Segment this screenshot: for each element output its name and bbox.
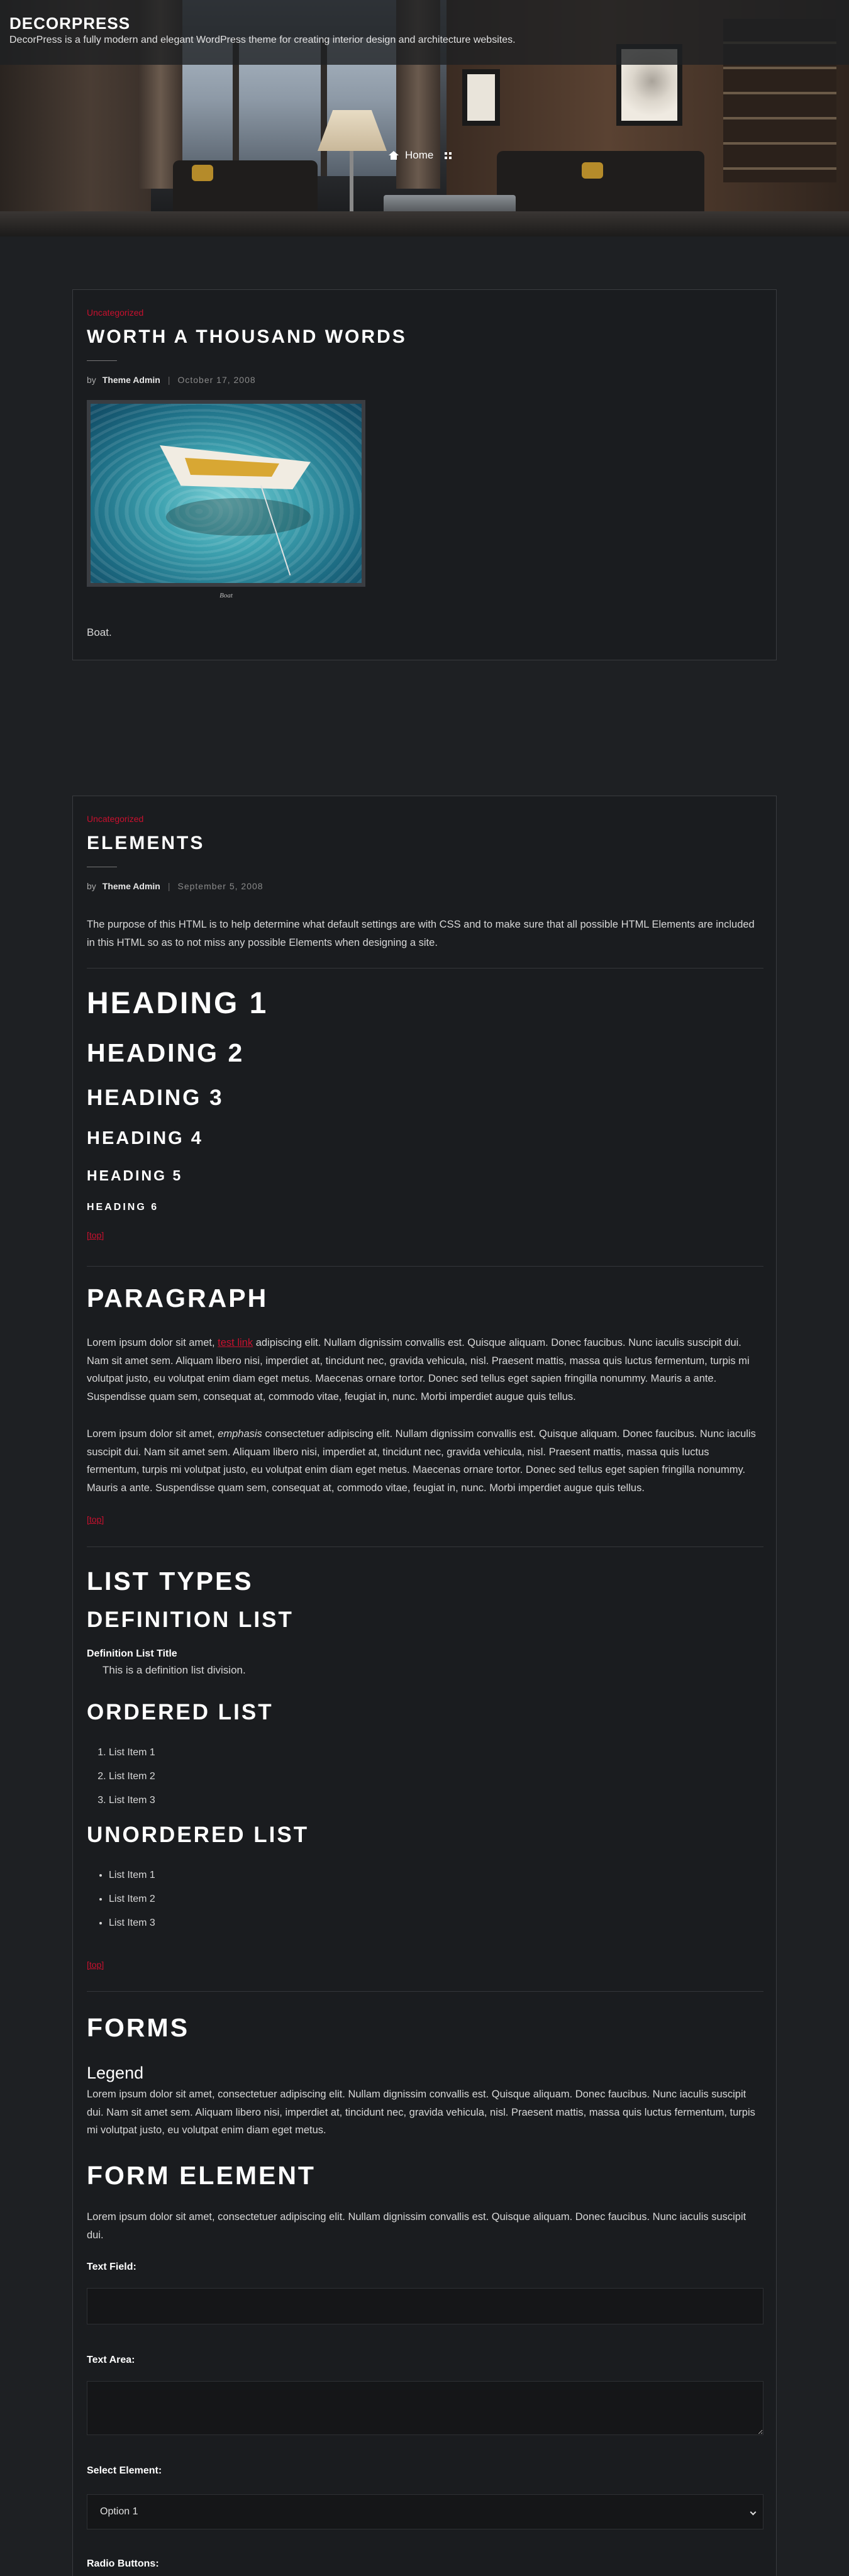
form-element-heading: FORM ELEMENT: [87, 2161, 316, 2190]
post-title[interactable]: WORTH A THOUSAND WORDS: [87, 326, 407, 347]
heading-1: HEADING 1: [87, 987, 269, 1020]
header-hero-image: [0, 0, 849, 236]
text-field-label: Text Field:: [87, 2262, 136, 2272]
image-caption: Boat: [219, 592, 233, 599]
title-divider: [87, 360, 117, 361]
post-figure: [87, 400, 365, 599]
paragraph-emphasis: emphasis: [218, 1428, 262, 1440]
top-link[interactable]: [top]: [87, 1514, 104, 1524]
section-divider: [87, 1546, 763, 1547]
intro-paragraph: The purpose of this HTML is to help determine what default settings are with CSS and to make sure that all possible HTML Elements are included in this HTML so as to not miss any possible Elements when designing a site.: [87, 919, 755, 948]
paragraph-1-start: Lorem ipsum dolor sit amet,: [87, 1337, 218, 1348]
menu-dots-icon[interactable]: [445, 152, 452, 159]
meta-by: by: [87, 881, 96, 891]
nav-home-link[interactable]: Home: [405, 149, 434, 161]
section-divider: [87, 1991, 763, 1992]
home-icon: [389, 151, 399, 160]
post-category-link[interactable]: Uncategorized: [87, 308, 144, 318]
list-item: • List Item 1: [109, 1863, 155, 1887]
section-divider: [87, 968, 763, 969]
definition-list-heading: DEFINITION LIST: [87, 1607, 294, 1632]
site-title[interactable]: DECORPRESS: [9, 14, 131, 33]
ordered-list: [87, 1741, 155, 1813]
chevron-down-icon: [750, 2509, 757, 2516]
paragraph-1-end: adipiscing elit. Nullam dignissim convallis est. Quisque aliquam. Donec faucibus. Nunc iaculis suscipit dui. Nam sit amet sem. Aliquam libero nisi, imperdiet at, tincidunt nec, gravida vehicula, nisl. Praesent mattis, massa quis luctus fermentum, turpis mi volutpat justo, eu volutpat enim diam eget metus. Maecenas ornare tortor. Donec sed tellus eget sapien fringilla nonummy. Mauris a ante. Suspendisse quam sem, consequat at, commodo vitae, feugiat in, nunc. Morbi imperdiet augue quis tellus.: [87, 1337, 750, 1402]
list-item: 3. List Item 3: [109, 1789, 155, 1813]
list-item: 2. List Item 2: [109, 1765, 155, 1789]
form-legend: Legend: [87, 2063, 144, 2082]
meta-separator: |: [167, 375, 170, 385]
heading-2: HEADING 2: [87, 1038, 245, 1067]
text-area-label: Text Area:: [87, 2355, 135, 2365]
post-title[interactable]: ELEMENTS: [87, 833, 205, 853]
post-meta: [87, 375, 256, 385]
post-date: September 5, 2008: [177, 881, 264, 891]
definition-title: Definition List Title: [87, 1648, 177, 1659]
post-meta: [87, 881, 264, 891]
paragraph-1: [87, 1334, 763, 1406]
ordered-list-heading: ORDERED LIST: [87, 1700, 274, 1724]
list-types-heading: LIST TYPES: [87, 1567, 253, 1596]
site-header: [0, 0, 849, 236]
post-elements: [72, 796, 777, 2576]
heading-5: HEADING 5: [87, 1167, 183, 1184]
paragraph-2-start: Lorem ipsum dolor sit amet,: [87, 1428, 218, 1440]
text-field-input[interactable]: [87, 2288, 763, 2324]
forms-heading: FORMS: [87, 2013, 190, 2042]
text-area-input[interactable]: [87, 2381, 763, 2435]
heading-6: HEADING 6: [87, 1202, 159, 1213]
top-link[interactable]: [top]: [87, 1960, 104, 1970]
form-element-paragraph: Lorem ipsum dolor sit amet, consectetuer adipiscing elit. Nullam dignissim convallis est. Quisque aliquam. Donec faucibus. Nunc iaculis suscipit dui.: [87, 2211, 746, 2241]
boat-image[interactable]: [87, 400, 365, 587]
select-value: Option 1: [100, 2506, 138, 2517]
select-element[interactable]: [87, 2494, 763, 2529]
post-category-link[interactable]: Uncategorized: [87, 814, 144, 824]
main-nav: [389, 149, 452, 162]
meta-separator: |: [167, 881, 170, 891]
list-item: • List Item 3: [109, 1911, 155, 1935]
unordered-list: [87, 1863, 155, 1935]
radio-buttons-label: Radio Buttons:: [87, 2558, 159, 2569]
meta-by: by: [87, 375, 96, 385]
section-divider: [87, 1266, 763, 1267]
post-worth-a-thousand-words: [72, 289, 777, 660]
top-link[interactable]: [top]: [87, 1230, 104, 1240]
paragraph-2: [87, 1425, 763, 1497]
heading-3: HEADING 3: [87, 1085, 224, 1110]
post-author-link[interactable]: Theme Admin: [102, 375, 160, 385]
legend-paragraph: Lorem ipsum dolor sit amet, consectetuer adipiscing elit. Nullam dignissim convallis est. Quisque aliquam. Donec faucibus. Nunc iaculis suscipit dui. Nam sit amet sem. Aliquam libero nisi, imperdiet at, tincidunt nec, gravida vehicula, nisl. Praesent mattis, massa quis luctus fermentum, turpis mi volutpat justo, eu volutpat enim diam eget metus.: [87, 2089, 755, 2136]
paragraph-2-end: consectetuer adipiscing elit. Nullam dignissim convallis est. Quisque aliquam. Donec faucibus. Nunc iaculis suscipit dui. Nam sit amet sem. Aliquam libero nisi, imperdiet at, tincidunt nec, gravida vehicula, nisl. Praesent mattis, massa quis luctus fermentum, turpis mi volutpat justo, eu volutpat enim diam eget metus. Maecenas ornare tortor. Donec sed tellus eget sapien fringilla nonummy. Mauris a ante. Suspendisse quam sem, consequat at, commodo vitae, feugiat in, nunc. Morbi imperdiet augue quis tellus.: [87, 1428, 756, 1494]
select-label: Select Element:: [87, 2465, 162, 2476]
paragraph-test-link[interactable]: test link: [218, 1337, 253, 1348]
list-item: • List Item 2: [109, 1887, 155, 1911]
site-description: DecorPress is a fully modern and elegant WordPress theme for creating interior design and architecture websites.: [9, 35, 516, 45]
unordered-list-heading: UNORDERED LIST: [87, 1823, 309, 1847]
post-body: Boat.: [87, 626, 112, 638]
list-item: 1. List Item 1: [109, 1741, 155, 1765]
definition-description: This is a definition list division.: [103, 1664, 246, 1676]
paragraph-heading: PARAGRAPH: [87, 1284, 269, 1313]
post-author-link[interactable]: Theme Admin: [102, 881, 160, 891]
heading-4: HEADING 4: [87, 1128, 203, 1148]
post-date: October 17, 2008: [177, 375, 256, 385]
